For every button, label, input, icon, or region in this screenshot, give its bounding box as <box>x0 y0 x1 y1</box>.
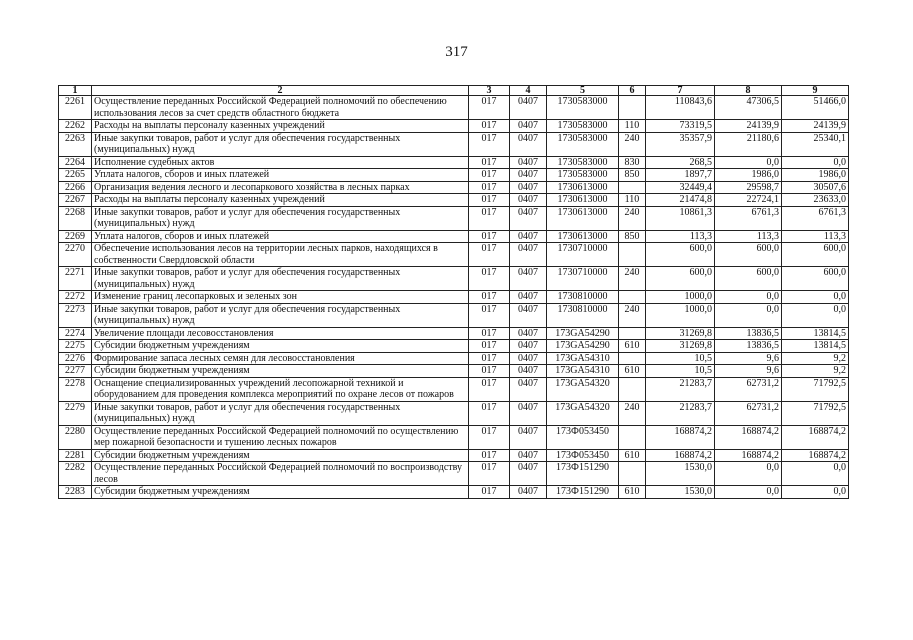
row-number: 2270 <box>59 243 92 267</box>
expense-type-code: 850 <box>619 230 646 243</box>
row-name: Обеспечение использования лесов на территории лесных парков, находящихся в собственности Свердловской области <box>92 243 469 267</box>
row-name: Осуществление переданных Российской Федерацией полномочий по обеспечению использования лесов за счет средств областного бюджета <box>92 96 469 120</box>
table-row <box>59 340 849 353</box>
amount-year-3: 600,0 <box>782 267 849 291</box>
amount-year-1: 21283,7 <box>646 377 715 401</box>
row-name: Уплата налогов, сборов и иных платежей <box>92 169 469 182</box>
amount-year-1: 168874,2 <box>646 449 715 462</box>
ministry-code: 017 <box>469 377 510 401</box>
amount-year-3: 51466,0 <box>782 96 849 120</box>
expense-type-code: 240 <box>619 303 646 327</box>
table-row <box>59 132 849 156</box>
amount-year-3: 30507,6 <box>782 181 849 194</box>
row-name: Иные закупки товаров, работ и услуг для обеспечения государственных (муниципальных) нужд <box>92 132 469 156</box>
amount-year-3: 9,2 <box>782 352 849 365</box>
expense-type-code <box>619 425 646 449</box>
amount-year-2: 22724,1 <box>715 194 782 207</box>
ministry-code: 017 <box>469 156 510 169</box>
target-code: 1730583000 <box>547 156 619 169</box>
row-name: Осуществление переданных Российской Федерацией полномочий по воспроизводству лесов <box>92 462 469 486</box>
ministry-code: 017 <box>469 230 510 243</box>
expense-type-code: 610 <box>619 365 646 378</box>
amount-year-2: 13836,5 <box>715 340 782 353</box>
amount-year-3: 0,0 <box>782 156 849 169</box>
target-code: 173GA54320 <box>547 377 619 401</box>
ministry-code: 017 <box>469 340 510 353</box>
amount-year-3: 168874,2 <box>782 449 849 462</box>
amount-year-2: 9,6 <box>715 352 782 365</box>
expense-type-code: 240 <box>619 132 646 156</box>
row-number: 2264 <box>59 156 92 169</box>
amount-year-3: 9,2 <box>782 365 849 378</box>
row-number: 2273 <box>59 303 92 327</box>
amount-year-3: 71792,5 <box>782 377 849 401</box>
amount-year-3: 0,0 <box>782 303 849 327</box>
amount-year-2: 168874,2 <box>715 449 782 462</box>
target-code: 1730710000 <box>547 243 619 267</box>
amount-year-1: 21283,7 <box>646 401 715 425</box>
target-code: 1730583000 <box>547 169 619 182</box>
section-code: 0407 <box>510 340 547 353</box>
column-header: 2 <box>92 86 469 96</box>
expense-type-code <box>619 243 646 267</box>
row-name: Уплата налогов, сборов и иных платежей <box>92 230 469 243</box>
ministry-code: 017 <box>469 243 510 267</box>
expense-type-code: 240 <box>619 401 646 425</box>
expense-type-code <box>619 96 646 120</box>
row-name: Иные закупки товаров, работ и услуг для обеспечения государственных (муниципальных) нужд <box>92 267 469 291</box>
amount-year-2: 168874,2 <box>715 425 782 449</box>
table-row <box>59 230 849 243</box>
ministry-code: 017 <box>469 365 510 378</box>
amount-year-1: 31269,8 <box>646 327 715 340</box>
ministry-code: 017 <box>469 169 510 182</box>
amount-year-3: 13814,5 <box>782 327 849 340</box>
section-code: 0407 <box>510 169 547 182</box>
expense-type-code: 610 <box>619 449 646 462</box>
amount-year-3: 24139,9 <box>782 120 849 133</box>
row-number: 2276 <box>59 352 92 365</box>
table-header-row <box>59 86 849 96</box>
amount-year-2: 0,0 <box>715 462 782 486</box>
amount-year-3: 1986,0 <box>782 169 849 182</box>
section-code: 0407 <box>510 449 547 462</box>
section-code: 0407 <box>510 377 547 401</box>
section-code: 0407 <box>510 327 547 340</box>
table-row <box>59 377 849 401</box>
ministry-code: 017 <box>469 132 510 156</box>
amount-year-2: 1986,0 <box>715 169 782 182</box>
amount-year-3: 71792,5 <box>782 401 849 425</box>
target-code: 173GA54320 <box>547 401 619 425</box>
table-row <box>59 206 849 230</box>
ministry-code: 017 <box>469 449 510 462</box>
row-name: Субсидии бюджетным учреждениям <box>92 486 469 499</box>
amount-year-3: 0,0 <box>782 462 849 486</box>
section-code: 0407 <box>510 243 547 267</box>
row-number: 2283 <box>59 486 92 499</box>
amount-year-2: 13836,5 <box>715 327 782 340</box>
section-code: 0407 <box>510 267 547 291</box>
amount-year-3: 6761,3 <box>782 206 849 230</box>
row-name: Изменение границ лесопарковых и зеленых зон <box>92 291 469 304</box>
row-number: 2277 <box>59 365 92 378</box>
table-row <box>59 303 849 327</box>
table-row <box>59 120 849 133</box>
row-name: Субсидии бюджетным учреждениям <box>92 365 469 378</box>
section-code: 0407 <box>510 132 547 156</box>
amount-year-1: 1000,0 <box>646 303 715 327</box>
amount-year-3: 23633,0 <box>782 194 849 207</box>
section-code: 0407 <box>510 156 547 169</box>
target-code: 173Ф053450 <box>547 425 619 449</box>
ministry-code: 017 <box>469 486 510 499</box>
table-row <box>59 352 849 365</box>
table-row <box>59 449 849 462</box>
row-name: Расходы на выплаты персоналу казенных учреждений <box>92 194 469 207</box>
column-header: 9 <box>782 86 849 96</box>
row-name: Формирование запаса лесных семян для лесовосстановления <box>92 352 469 365</box>
section-code: 0407 <box>510 194 547 207</box>
ministry-code: 017 <box>469 462 510 486</box>
table-row <box>59 365 849 378</box>
table-row <box>59 267 849 291</box>
row-name: Иные закупки товаров, работ и услуг для обеспечения государственных (муниципальных) нужд <box>92 303 469 327</box>
section-code: 0407 <box>510 352 547 365</box>
ministry-code: 017 <box>469 194 510 207</box>
row-number: 2280 <box>59 425 92 449</box>
amount-year-3: 113,3 <box>782 230 849 243</box>
amount-year-1: 600,0 <box>646 243 715 267</box>
table-body <box>59 96 849 499</box>
ministry-code: 017 <box>469 401 510 425</box>
section-code: 0407 <box>510 96 547 120</box>
amount-year-1: 1530,0 <box>646 486 715 499</box>
section-code: 0407 <box>510 486 547 499</box>
row-number: 2274 <box>59 327 92 340</box>
section-code: 0407 <box>510 303 547 327</box>
table-row <box>59 486 849 499</box>
row-number: 2282 <box>59 462 92 486</box>
target-code: 173Ф151290 <box>547 486 619 499</box>
amount-year-2: 62731,2 <box>715 377 782 401</box>
row-name: Иные закупки товаров, работ и услуг для обеспечения государственных (муниципальных) нужд <box>92 401 469 425</box>
expense-type-code: 610 <box>619 340 646 353</box>
amount-year-1: 10,5 <box>646 365 715 378</box>
row-name: Организация ведения лесного и лесопаркового хозяйства в лесных парках <box>92 181 469 194</box>
row-number: 2265 <box>59 169 92 182</box>
amount-year-2: 29598,7 <box>715 181 782 194</box>
expense-type-code <box>619 352 646 365</box>
table-row <box>59 169 849 182</box>
row-name: Субсидии бюджетным учреждениям <box>92 340 469 353</box>
amount-year-1: 1897,7 <box>646 169 715 182</box>
row-number: 2263 <box>59 132 92 156</box>
amount-year-3: 25340,1 <box>782 132 849 156</box>
ministry-code: 017 <box>469 267 510 291</box>
amount-year-3: 13814,5 <box>782 340 849 353</box>
target-code: 173GA54310 <box>547 365 619 378</box>
target-code: 1730613000 <box>547 230 619 243</box>
row-number: 2272 <box>59 291 92 304</box>
table-row <box>59 194 849 207</box>
column-header: 6 <box>619 86 646 96</box>
section-code: 0407 <box>510 120 547 133</box>
row-name: Увеличение площади лесовосстановления <box>92 327 469 340</box>
target-code: 1730583000 <box>547 132 619 156</box>
row-name: Иные закупки товаров, работ и услуг для обеспечения государственных (муниципальных) нужд <box>92 206 469 230</box>
amount-year-1: 31269,8 <box>646 340 715 353</box>
target-code: 173Ф053450 <box>547 449 619 462</box>
row-number: 2271 <box>59 267 92 291</box>
ministry-code: 017 <box>469 303 510 327</box>
amount-year-2: 600,0 <box>715 243 782 267</box>
expense-type-code: 610 <box>619 486 646 499</box>
expense-type-code <box>619 181 646 194</box>
section-code: 0407 <box>510 291 547 304</box>
target-code: 1730810000 <box>547 291 619 304</box>
ministry-code: 017 <box>469 96 510 120</box>
budget-table <box>58 85 849 499</box>
row-number: 2268 <box>59 206 92 230</box>
ministry-code: 017 <box>469 352 510 365</box>
row-name: Оснащение специализированных учреждений лесопожарной техникой и оборудованием для проведения комплекса мероприятий по охране лесов от пожаров <box>92 377 469 401</box>
section-code: 0407 <box>510 425 547 449</box>
amount-year-1: 32449,4 <box>646 181 715 194</box>
row-number: 2278 <box>59 377 92 401</box>
target-code: 173GA54290 <box>547 340 619 353</box>
target-code: 1730613000 <box>547 206 619 230</box>
target-code: 173Ф151290 <box>547 462 619 486</box>
table-row <box>59 96 849 120</box>
amount-year-1: 168874,2 <box>646 425 715 449</box>
table-row <box>59 425 849 449</box>
row-number: 2279 <box>59 401 92 425</box>
column-header: 3 <box>469 86 510 96</box>
amount-year-2: 113,3 <box>715 230 782 243</box>
ministry-code: 017 <box>469 120 510 133</box>
amount-year-1: 21474,8 <box>646 194 715 207</box>
row-name: Субсидии бюджетным учреждениям <box>92 449 469 462</box>
table-row <box>59 243 849 267</box>
section-code: 0407 <box>510 462 547 486</box>
expense-type-code <box>619 462 646 486</box>
target-code: 1730810000 <box>547 303 619 327</box>
expense-type-code <box>619 377 646 401</box>
ministry-code: 017 <box>469 327 510 340</box>
section-code: 0407 <box>510 230 547 243</box>
section-code: 0407 <box>510 181 547 194</box>
expense-type-code: 850 <box>619 169 646 182</box>
ministry-code: 017 <box>469 291 510 304</box>
amount-year-3: 600,0 <box>782 243 849 267</box>
amount-year-2: 6761,3 <box>715 206 782 230</box>
amount-year-2: 21180,6 <box>715 132 782 156</box>
amount-year-2: 0,0 <box>715 291 782 304</box>
expense-type-code: 240 <box>619 267 646 291</box>
expense-type-code <box>619 327 646 340</box>
amount-year-1: 268,5 <box>646 156 715 169</box>
row-name: Исполнение судебных актов <box>92 156 469 169</box>
expense-type-code: 830 <box>619 156 646 169</box>
column-header: 7 <box>646 86 715 96</box>
row-number: 2269 <box>59 230 92 243</box>
table-row <box>59 156 849 169</box>
target-code: 1730583000 <box>547 96 619 120</box>
target-code: 1730710000 <box>547 267 619 291</box>
expense-type-code: 110 <box>619 120 646 133</box>
amount-year-2: 62731,2 <box>715 401 782 425</box>
row-number: 2275 <box>59 340 92 353</box>
target-code: 1730613000 <box>547 181 619 194</box>
amount-year-1: 10861,3 <box>646 206 715 230</box>
table-row <box>59 462 849 486</box>
amount-year-3: 168874,2 <box>782 425 849 449</box>
row-name: Осуществление переданных Российской Федерацией полномочий по осуществлению мер пожарной безопасности и тушению лесных пожаров <box>92 425 469 449</box>
target-code: 1730613000 <box>547 194 619 207</box>
page-number: 317 <box>445 44 468 60</box>
column-header: 8 <box>715 86 782 96</box>
target-code: 173GA54310 <box>547 352 619 365</box>
expense-type-code: 110 <box>619 194 646 207</box>
row-number: 2266 <box>59 181 92 194</box>
amount-year-1: 1530,0 <box>646 462 715 486</box>
amount-year-1: 35357,9 <box>646 132 715 156</box>
section-code: 0407 <box>510 401 547 425</box>
expense-type-code: 240 <box>619 206 646 230</box>
amount-year-1: 110843,6 <box>646 96 715 120</box>
row-number: 2262 <box>59 120 92 133</box>
expense-type-code <box>619 291 646 304</box>
amount-year-3: 0,0 <box>782 291 849 304</box>
column-header: 4 <box>510 86 547 96</box>
row-number: 2281 <box>59 449 92 462</box>
amount-year-1: 73319,5 <box>646 120 715 133</box>
section-code: 0407 <box>510 206 547 230</box>
amount-year-2: 9,6 <box>715 365 782 378</box>
target-code: 1730583000 <box>547 120 619 133</box>
row-number: 2267 <box>59 194 92 207</box>
section-code: 0407 <box>510 365 547 378</box>
row-name: Расходы на выплаты персоналу казенных учреждений <box>92 120 469 133</box>
ministry-code: 017 <box>469 181 510 194</box>
amount-year-2: 0,0 <box>715 486 782 499</box>
table-row <box>59 291 849 304</box>
amount-year-2: 0,0 <box>715 303 782 327</box>
ministry-code: 017 <box>469 425 510 449</box>
amount-year-1: 113,3 <box>646 230 715 243</box>
amount-year-2: 24139,9 <box>715 120 782 133</box>
column-header: 1 <box>59 86 92 96</box>
ministry-code: 017 <box>469 206 510 230</box>
amount-year-3: 0,0 <box>782 486 849 499</box>
table-row <box>59 327 849 340</box>
column-header: 5 <box>547 86 619 96</box>
amount-year-1: 600,0 <box>646 267 715 291</box>
target-code: 173GA54290 <box>547 327 619 340</box>
amount-year-2: 47306,5 <box>715 96 782 120</box>
table-row <box>59 181 849 194</box>
row-number: 2261 <box>59 96 92 120</box>
amount-year-2: 0,0 <box>715 156 782 169</box>
table-row <box>59 401 849 425</box>
amount-year-1: 1000,0 <box>646 291 715 304</box>
amount-year-1: 10,5 <box>646 352 715 365</box>
amount-year-2: 600,0 <box>715 267 782 291</box>
